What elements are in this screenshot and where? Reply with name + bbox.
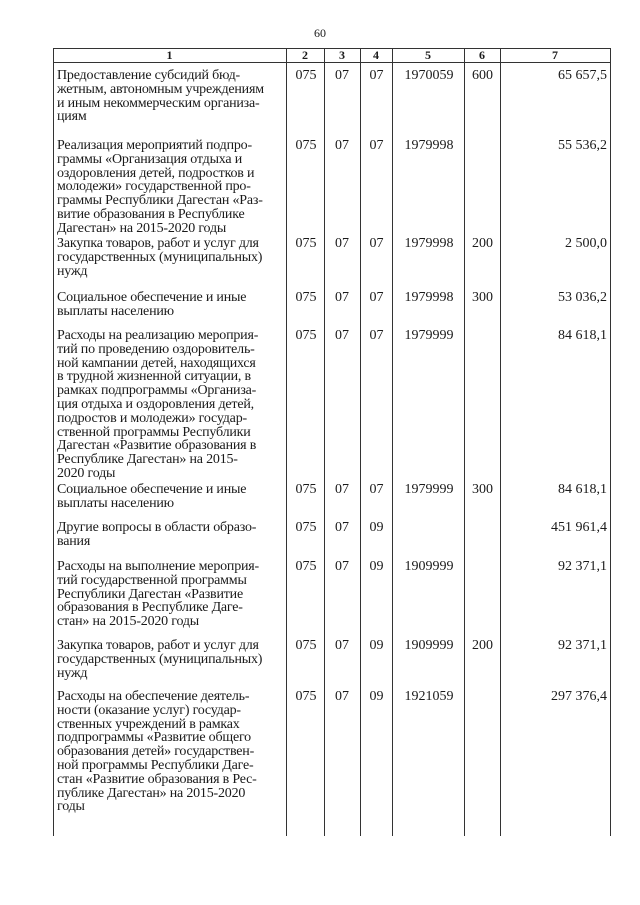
column-header: 2 (302, 48, 308, 62)
col-divider (286, 48, 287, 836)
row-description: Предоставление субсидий бюд- жетным, автономным учреждениям и иным некоммерческим организа- циям (57, 68, 264, 125)
section-code-cell: 07 (335, 138, 349, 153)
amount-cell: 451 961,4 (551, 520, 607, 535)
amount-cell: 55 536,2 (558, 138, 607, 153)
row-description: Расходы на реализацию мероприя- тий по проведению оздоровитель- ной кампании детей, находящихся в трудной жизненной ситуации, в рамках подпрограммы «Организа- ция отдыха и оздоровления детей, подростов и молодежи» государ- ственной программы Республики Дагестан «Развитие образования в Республике Дагестан» на 2015- 2020 годы (57, 328, 259, 481)
section-code-cell: 07 (335, 290, 349, 305)
target-article-code-cell: 1979999 (404, 328, 454, 343)
ministry-code-cell: 075 (295, 559, 317, 574)
target-article-code-cell: 1979999 (404, 482, 454, 497)
amount-cell: 53 036,2 (558, 290, 607, 305)
section-code-cell: 07 (335, 559, 349, 574)
target-article-code-cell: 1979998 (404, 138, 454, 153)
column-header: 7 (552, 48, 558, 62)
section-code-cell: 07 (335, 638, 349, 653)
subsection-code-cell: 07 (369, 138, 384, 153)
row-description: Реализация мероприятий подпро- граммы «Организация отдыха и оздоровления детей, подростков и молодежи» государственной про- граммы Республики Дагестан «Раз- витие образования в Республике Дагестан» на 2015-2020 годы (57, 138, 263, 236)
subsection-code-cell: 09 (369, 520, 384, 535)
col-divider (500, 48, 501, 836)
target-article-code-cell: 1970059 (404, 68, 454, 83)
target-article-code-cell: 1921059 (404, 689, 454, 704)
row-description: Социальное обеспечение и иные выплаты населению (57, 290, 247, 319)
subsection-code-cell: 09 (369, 559, 384, 574)
amount-cell: 92 371,1 (558, 559, 607, 574)
ministry-code-cell: 075 (295, 68, 317, 83)
row-description: Закупка товаров, работ и услуг для государственных (муниципальных) нужд (57, 638, 263, 681)
row-description: Закупка товаров, работ и услуг для государственных (муниципальных) нужд (57, 236, 263, 279)
column-header: 3 (339, 48, 345, 62)
col-divider (324, 48, 325, 836)
amount-cell: 297 376,4 (551, 689, 607, 704)
row-description: Расходы на выполнение мероприя- тий государственной программы Республики Дагестан «Развитие образования в Республике Даге- стан» на 2015-2020 годы (57, 559, 260, 630)
subsection-code-cell: 09 (369, 689, 384, 704)
expense-type-code-cell: 300 (472, 290, 493, 305)
subsection-code-cell: 07 (369, 68, 384, 83)
section-code-cell: 07 (335, 328, 349, 343)
ministry-code-cell: 075 (295, 236, 317, 251)
target-article-code-cell: 1909999 (404, 638, 454, 653)
amount-cell: 84 618,1 (558, 328, 607, 343)
target-article-code-cell: 1979998 (404, 290, 454, 305)
subsection-code-cell: 07 (369, 328, 384, 343)
col-divider (464, 48, 465, 836)
ministry-code-cell: 075 (295, 290, 317, 305)
expense-type-code-cell: 300 (472, 482, 493, 497)
subsection-code-cell: 07 (369, 290, 384, 305)
ministry-code-cell: 075 (295, 328, 317, 343)
column-header: 5 (425, 48, 431, 62)
expense-type-code-cell: 200 (472, 638, 493, 653)
row-description: Другие вопросы в области образо- вания (57, 520, 257, 549)
column-header: 4 (373, 48, 379, 62)
budget-table (53, 48, 611, 836)
section-code-cell: 07 (335, 689, 349, 704)
page-number: 60 (314, 26, 326, 40)
col-divider (392, 48, 393, 836)
amount-cell: 84 618,1 (558, 482, 607, 497)
subsection-code-cell: 09 (369, 638, 384, 653)
amount-cell: 92 371,1 (558, 638, 607, 653)
amount-cell: 2 500,0 (565, 236, 607, 251)
row-description: Расходы на обеспечение деятель- ности (оказание услуг) государ- ственных учреждений в рамках подпрограммы «Развитие общего образования детей» государствен- ной программы Республики Даге- стан «Развитие образования в Рес- публике Дагестан» на 2015-2020 годы (57, 689, 257, 815)
amount-cell: 65 657,5 (558, 68, 607, 83)
column-header: 1 (166, 48, 173, 62)
col-divider (360, 48, 361, 836)
table-left-border (53, 48, 54, 836)
section-code-cell: 07 (335, 236, 349, 251)
section-code-cell: 07 (335, 482, 349, 497)
subsection-code-cell: 07 (369, 482, 384, 497)
row-description: Социальное обеспечение и иные выплаты населению (57, 482, 247, 511)
expense-type-code-cell: 600 (472, 68, 493, 83)
target-article-code-cell: 1909999 (404, 559, 454, 574)
ministry-code-cell: 075 (295, 689, 317, 704)
ministry-code-cell: 075 (295, 638, 317, 653)
ministry-code-cell: 075 (295, 482, 317, 497)
target-article-code-cell: 1979998 (404, 236, 454, 251)
ministry-code-cell: 075 (295, 138, 317, 153)
expense-type-code-cell: 200 (472, 236, 493, 251)
section-code-cell: 07 (335, 68, 349, 83)
ministry-code-cell: 075 (295, 520, 317, 535)
subsection-code-cell: 07 (369, 236, 384, 251)
table-right-border (610, 48, 611, 836)
section-code-cell: 07 (335, 520, 349, 535)
column-header: 6 (479, 48, 485, 62)
